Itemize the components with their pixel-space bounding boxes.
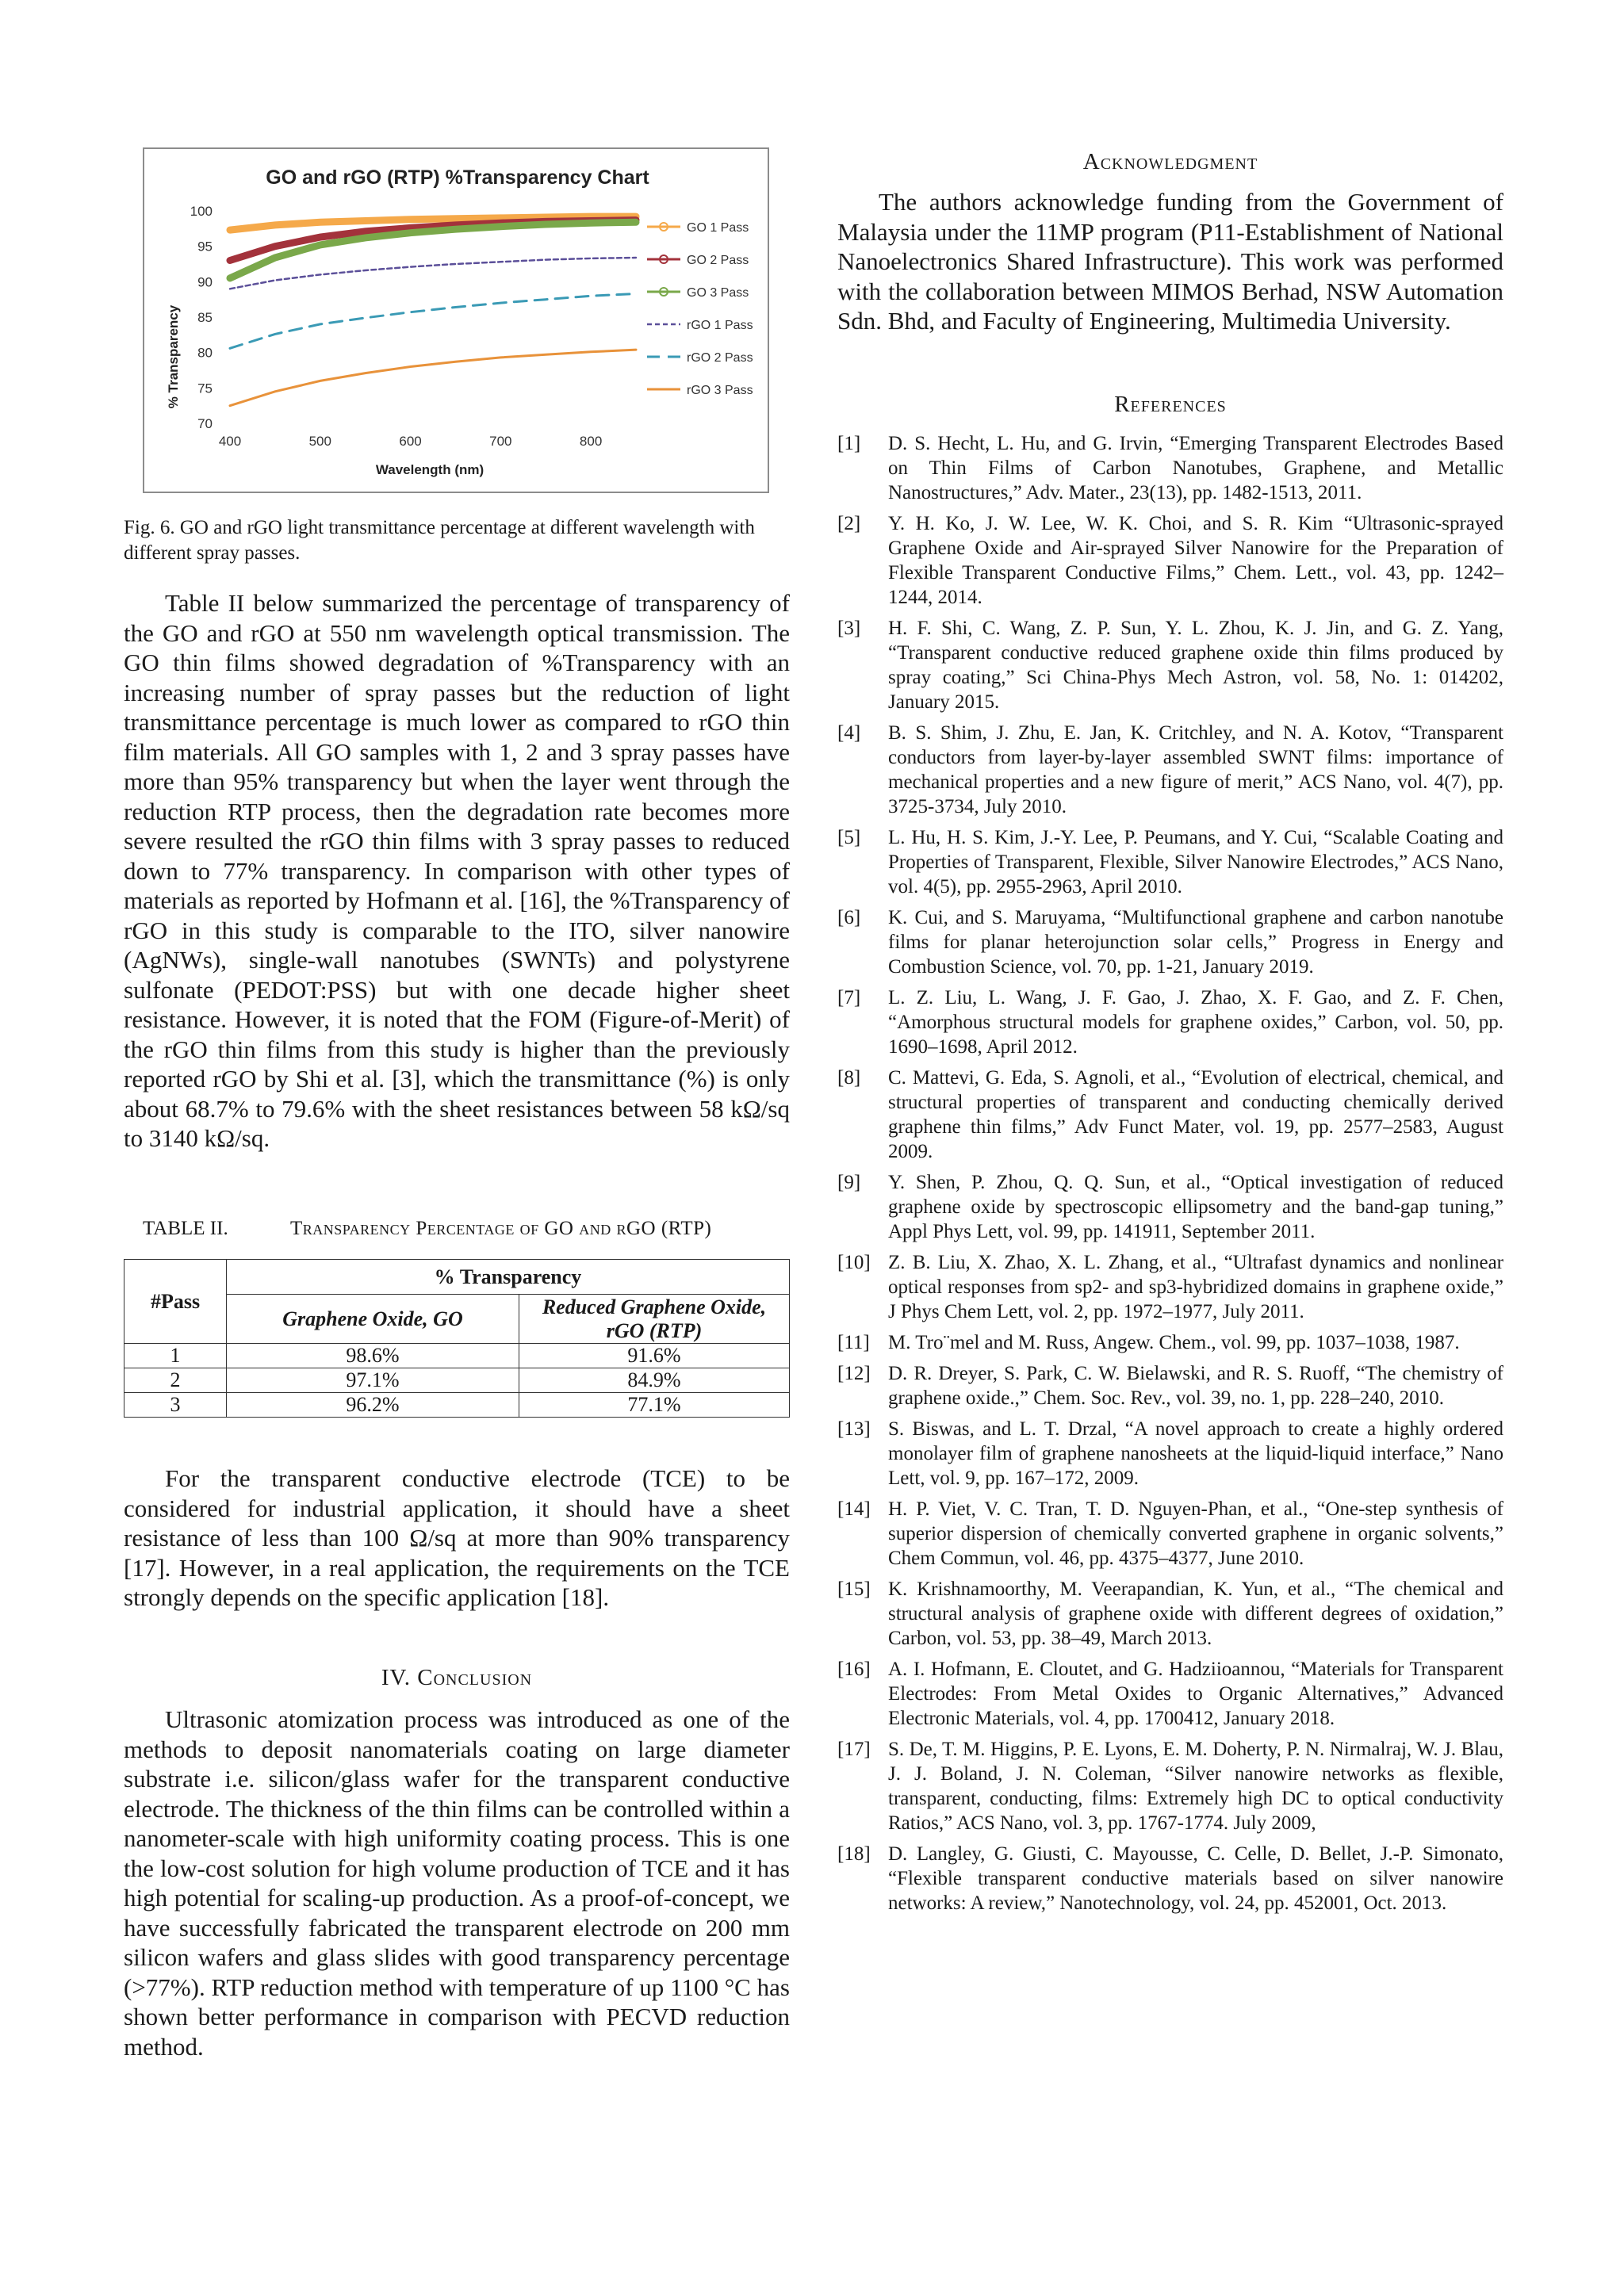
series-line-rgo-2-pass xyxy=(230,294,636,349)
y-tick-label: 80 xyxy=(197,345,213,361)
reference-item xyxy=(837,825,1503,899)
reference-list xyxy=(837,431,1503,1922)
body-paragraph-2: For the transparent conductive electrode (TCE) to be considered for industrial application, it should have a sheet resistance of less than 100 Ω/sq at more than 90% transparency [17]. However, in a real application, the requirements on the TCE strongly depends on the specific application [18]. xyxy=(124,1464,790,1611)
table-header-go: Graphene Oxide, GO xyxy=(227,1295,519,1344)
body-paragraph-1: Table II below summarized the percentage of transparency of the GO and rGO at 550 nm wavelength optical transmission. The GO thin films showed degradation of %Transparency with an increasing number of spray passes but the reduction of light transmittance percentage is much lower as compared to rGO thin film materials. All GO samples with 1, 2 and 3 spray passes have more than 95% transparency but when the layer went through the reduction RTP process, then the degradation rate becomes more severe resulted the rGO thin films with 3 spray passes to reduced down to 77% transparency. In comparison with other types of materials as reported by Hofmann et al. [16], the %Transparency of rGO in this study is comparable to the ITO, silver nanowire (AgNWs), single-wall nanotubes (SWNTs) and polystyrene sulfonate (PEDOT:PSS) but with one decade higher sheet resistance. However, it is noted that the FOM (Figure-of-Merit) of the rGO thin films from this study is higher than the previously reported rGO by Shi et al. [3], which the transmittance (%) is only about 68.7% to 79.6% with the sheet resistances between 58 kΩ/sq to 3140 kΩ/sq. xyxy=(124,589,790,1152)
reference-number: [2] xyxy=(837,513,861,534)
x-tick-label: 600 xyxy=(399,434,422,449)
chart-series-group xyxy=(230,216,636,406)
table-header-pass: #Pass xyxy=(124,1260,227,1344)
body-paragraph-3: Ultrasonic atomization process was introduced as one of the methods to deposit nanomaterials coating on large diameter substrate i.e. silicon/glass wafer for the transparent conductive electrode. The thickness of the thin films can be controlled within a nanometer-scale with high uniformity coating process. This is one the low-cost solution for high volume production of TCE and it has high potential for scaling-up production. As a proof-of-concept, we have successfully fabricated the transparent electrode on 200 mm silicon wafers and glass slides with good transparency percentage (>77%). RTP reduction method with temperature of up 1100 °C has shown better performance in comparison with PECVD reduction method. xyxy=(124,1705,790,2061)
table-row xyxy=(124,1393,790,1418)
reference-item xyxy=(837,721,1503,819)
y-tick-label: 85 xyxy=(197,310,213,325)
reference-number: [15] xyxy=(837,1578,871,1600)
reference-text: D. S. Hecht, L. Hu, and G. Irvin, “Emerging Transparent Electrodes Based on Thin Films of Carbon Nanotubes, Graphene, and Metallic Nanostructures,” Adv. Mater., 23(13), pp. 1482-1513, 2011. xyxy=(888,433,1503,503)
reference-text: S. Biswas, and L. T. Drzal, “A novel approach to create a highly ordered monolayer film of graphene nanosheets at the liquid-liquid interface,” Nano Lett, vol. 9, pp. 167–172, 2009. xyxy=(888,1418,1503,1489)
table-cell-pass: 2 xyxy=(124,1368,227,1393)
reference-item xyxy=(837,1497,1503,1571)
chart-legend xyxy=(647,221,753,397)
table-cell-rgo: 84.9% xyxy=(519,1368,790,1393)
x-tick-label: 700 xyxy=(489,434,512,449)
reference-text: Y. Shen, P. Zhou, Q. Q. Sun, et al., “Optical investigation of reduced graphene oxide by spectroscopic ellipsometry and the band-gap tuning,” Appl Phys Lett, vol. 99, pp. 141911, September 2011. xyxy=(888,1172,1503,1242)
reference-item xyxy=(837,1577,1503,1651)
reference-item xyxy=(837,905,1503,979)
reference-number: [16] xyxy=(837,1659,871,1680)
x-tick-label: 400 xyxy=(218,434,242,449)
table-header-rgo: Reduced Graphene Oxide, rGO (RTP) xyxy=(519,1295,790,1344)
reference-item xyxy=(837,985,1503,1059)
reference-text: D. R. Dreyer, S. Park, C. W. Bielawski, and R. S. Ruoff, “The chemistry of graphene oxide.,” Chem. Soc. Rev., vol. 39, no. 1, pp. 228–240, 2010. xyxy=(888,1363,1503,1409)
reference-number: [9] xyxy=(837,1172,861,1193)
reference-item xyxy=(837,1170,1503,1244)
reference-text: Z. B. Liu, X. Zhao, X. L. Zhang, et al., “Ultrafast dynamics and nonlinear optical responses from sp2- and sp3-hybridized domains in graphene oxide,” J Phys Chem Lett, vol. 2, pp. 1972–1977, July 2011. xyxy=(888,1252,1503,1322)
reference-text: L. Hu, H. S. Kim, J.-Y. Lee, P. Peumans, and Y. Cui, “Scalable Coating and Properties of Transparent, Flexible, Silver Nanowire Electrodes,” ACS Nano, vol. 4(5), pp. 2955-2963, April 2010. xyxy=(888,827,1503,897)
reference-text: C. Mattevi, G. Eda, S. Agnoli, et al., “Evolution of electrical, chemical, and structural properties of transparent and conducting chemically derived graphene thin films,” Adv Funct Mater, vol. 19, pp. 2577–2583, August 2009. xyxy=(888,1067,1503,1162)
reference-text: D. Langley, G. Giusti, C. Mayousse, C. Celle, D. Bellet, J.-P. Simonato, “Flexible transparent conductive materials based on silver nanowire networks: A review,” Nanotechnology, vol. 24, pp. 452001, Oct. 2013. xyxy=(888,1843,1503,1914)
series-line-go-3-pass xyxy=(230,222,636,278)
reference-text: H. P. Viet, V. C. Tran, T. D. Nguyen-Phan, et al., “One-step synthesis of superior dispersion of chemically converted graphene in organic solvents,” Chem Commun, vol. 46, pp. 4375–4377, June 2010. xyxy=(888,1498,1503,1569)
acknowledgment-heading: Acknowledgment xyxy=(1082,149,1258,174)
reference-number: [14] xyxy=(837,1498,871,1520)
reference-number: [5] xyxy=(837,827,861,848)
y-tick-label: 70 xyxy=(197,416,213,431)
chart-title: GO and rGO (RTP) %Transparency Chart xyxy=(266,166,649,189)
chart-canvas xyxy=(144,149,768,492)
table-caption: Transparency Percentage of GO and rGO (RTP) xyxy=(290,1218,712,1239)
series-line-rgo-3-pass xyxy=(230,350,636,406)
reference-number: [1] xyxy=(837,433,861,454)
conclusion-heading: IV. Conclusion xyxy=(381,1665,533,1690)
reference-number: [17] xyxy=(837,1739,871,1760)
reference-text: K. Krishnamoorthy, M. Veerapandian, K. Yun, et al., “The chemical and structural analysis of graphene oxide with different degrees of oxidation,” Carbon, vol. 53, pp. 38–49, March 2013. xyxy=(888,1578,1503,1649)
reference-item xyxy=(837,511,1503,610)
reference-item xyxy=(837,1066,1503,1164)
reference-text: M. Tro¨mel and M. Russ, Angew. Chem., vol. 99, pp. 1037–1038, 1987. xyxy=(888,1332,1460,1353)
transparency-chart xyxy=(143,147,769,493)
reference-text: S. De, T. M. Higgins, P. E. Lyons, E. M. Doherty, P. N. Nirmalraj, W. J. Blau, J. J. Boland, J. N. Coleman, “Silver nanowire networks as flexible, transparent, conducting, films: Extremely high DC to optical conductivity Ratios,” ACS Nano, vol. 3, pp. 1767-1774. July 2009, xyxy=(888,1739,1503,1834)
references-heading: References xyxy=(1114,392,1227,417)
table-title xyxy=(143,1218,790,1240)
reference-number: [13] xyxy=(837,1418,871,1440)
reference-item xyxy=(837,1250,1503,1324)
chart-x-axis-label: Wavelength (nm) xyxy=(375,462,485,477)
table-cell-go: 97.1% xyxy=(227,1368,519,1393)
series-line-rgo-1-pass xyxy=(230,258,636,289)
table-row xyxy=(124,1344,790,1368)
y-tick-label: 95 xyxy=(197,239,213,254)
reference-number: [18] xyxy=(837,1843,871,1865)
reference-text: A. I. Hofmann, E. Cloutet, and G. Hadziioannou, “Materials for Transparent Electrodes: From Metal Oxides to Organic Alternatives,” Advanced Electronic Materials, vol. 4, pp. 1700412, January 2018. xyxy=(888,1659,1503,1729)
reference-number: [6] xyxy=(837,907,861,928)
legend-label: GO 3 Pass xyxy=(687,286,749,300)
y-tick-label: 100 xyxy=(190,204,213,219)
reference-number: [4] xyxy=(837,722,861,744)
y-tick-label: 75 xyxy=(197,381,213,396)
table-cell-go: 96.2% xyxy=(227,1393,519,1418)
reference-text: Y. H. Ko, J. W. Lee, W. K. Choi, and S. R. Kim “Ultrasonic-sprayed Graphene Oxide and Air-sprayed Silver Nanowire for the Preparation of Flexible Transparent Conductive Films,” Chem. Lett., vol. 43, pp. 1242–1244, 2014. xyxy=(888,513,1503,608)
legend-label: rGO 3 Pass xyxy=(687,384,753,397)
reference-item xyxy=(837,1330,1503,1355)
reference-text: H. F. Shi, C. Wang, Z. P. Sun, Y. L. Zhou, K. J. Jin, and G. Z. Yang, “Transparent conductive reduced graphene oxide thin films produced by spray coating,” Sci China-Phys Mech Astron, vol. 58, No. 1: 014202, January 2015. xyxy=(888,618,1503,713)
reference-item xyxy=(837,1737,1503,1835)
table-cell-pass: 1 xyxy=(124,1344,227,1368)
table-cell-rgo: 77.1% xyxy=(519,1393,790,1418)
reference-text: K. Cui, and S. Maruyama, “Multifunctional graphene and carbon nanotube films for planar heterojunction solar cells,” Progress in Energy and Combustion Science, vol. 70, pp. 1-21, January 2019. xyxy=(888,907,1503,978)
table-row xyxy=(124,1368,790,1393)
table-cell-go: 98.6% xyxy=(227,1344,519,1368)
reference-number: [3] xyxy=(837,618,861,639)
acknowledgment-text: The authors acknowledge funding from the Government of Malaysia under the 11MP program (P11-Establishment of National Nanoelectronics Shared Infrastructure). This work was performed with the collaboration between MIMOS Berhad, NSW Automation Sdn. Bhd, and Faculty of Engineering, Multimedia University. xyxy=(837,188,1503,335)
table-cell-pass: 3 xyxy=(124,1393,227,1418)
reference-item xyxy=(837,431,1503,505)
reference-number: [12] xyxy=(837,1363,871,1384)
reference-item xyxy=(837,1361,1503,1410)
reference-item xyxy=(837,1417,1503,1490)
legend-label: GO 1 Pass xyxy=(687,221,749,235)
figure-caption: Fig. 6. GO and rGO light transmittance percentage at different wavelength with different spray passes. xyxy=(124,517,755,564)
x-tick-label: 800 xyxy=(579,434,603,449)
reference-number: [8] xyxy=(837,1067,861,1089)
table-header-transparency: % Transparency xyxy=(227,1260,790,1295)
reference-item xyxy=(837,616,1503,714)
reference-text: L. Z. Liu, L. Wang, J. F. Gao, J. Zhao, X. F. Gao, and Z. F. Chen, “Amorphous structural models for graphene oxides,” Carbon, vol. 50, pp. 1690–1698, April 2012. xyxy=(888,987,1503,1058)
legend-label: rGO 1 Pass xyxy=(687,319,753,332)
chart-axes xyxy=(190,204,603,449)
table-cell-rgo: 91.6% xyxy=(519,1344,790,1368)
reference-item xyxy=(837,1842,1503,1915)
x-tick-label: 500 xyxy=(308,434,331,449)
y-tick-label: 90 xyxy=(197,274,213,290)
table-label: TABLE II. xyxy=(143,1218,228,1239)
reference-number: [7] xyxy=(837,987,861,1008)
reference-number: [10] xyxy=(837,1252,871,1273)
legend-label: rGO 2 Pass xyxy=(687,351,753,365)
reference-text: B. S. Shim, J. Zhu, E. Jan, K. Critchley, and N. A. Kotov, “Transparent conductors from layer-by-layer assembled SWNT films: importance of mechanical properties and a new figure of merit,” ACS Nano, vol. 4(7), pp. 3725-3734, July 2010. xyxy=(888,722,1503,817)
reference-number: [11] xyxy=(837,1332,870,1353)
legend-label: GO 2 Pass xyxy=(687,254,749,267)
chart-y-axis-label: % Transparency xyxy=(166,304,181,409)
reference-item xyxy=(837,1657,1503,1731)
transparency-table xyxy=(124,1259,790,1418)
